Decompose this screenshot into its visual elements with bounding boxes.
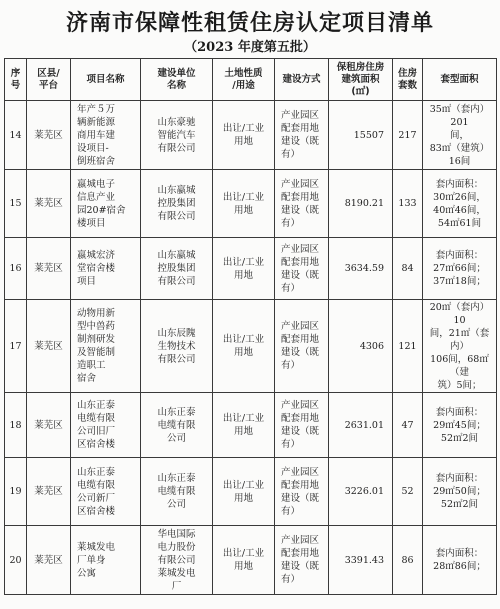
cell-method: 产业园区 配套用地 建设（既 有） [275,238,329,300]
cell-project: 动物用新 型中兽药 制剂研发 及智能制 造职工 宿舍 [71,300,141,393]
cell-project: 莱城发电 厂单身 公寓 [71,526,141,595]
cell-land: 出让/工业 用地 [213,526,275,595]
page-subtitle: （2023 年度第五批） [184,40,316,55]
cell-district: 莱芜区 [27,300,71,393]
project-table [4,58,497,595]
cell-types: 35㎡（套内）201 间， 83㎡（建筑） 16间 [423,101,497,170]
cell-unit: 山东嬴城 控股集团 有限公司 [141,170,213,238]
cell-units: 84 [393,238,423,300]
header-no: 序 号 [5,59,27,101]
header-area: 保租房住房 建筑面积 (㎡) [329,59,393,101]
cell-no: 17 [5,300,27,393]
header-district: 区县/ 平台 [27,59,71,101]
cell-district: 莱芜区 [27,458,71,526]
cell-units: 121 [393,300,423,393]
cell-area: 3634.59 [329,238,393,300]
cell-types: 套内面积： 29㎡50间； 52㎡2间 [423,458,497,526]
cell-units: 47 [393,393,423,458]
header-method: 建设方式 [275,59,329,101]
cell-no: 15 [5,170,27,238]
cell-no: 14 [5,101,27,170]
cell-method: 产业园区 配套用地 建设（既 有） [275,393,329,458]
cell-district: 莱芜区 [27,393,71,458]
header-types: 套型面积 [423,59,497,101]
cell-area: 3226.01 [329,458,393,526]
cell-land: 出让/工业 用地 [213,393,275,458]
header-project: 项目名称 [71,59,141,101]
table-row [5,238,497,300]
cell-area: 4306 [329,300,393,393]
page-title: 济南市保障性租赁住房认定项目清单 [65,11,434,36]
table-row [5,101,497,170]
cell-unit: 山东辰隗 生物技术 有限公司 [141,300,213,393]
cell-method: 产业园区 配套用地 建设（既 有） [275,101,329,170]
cell-area: 2631.01 [329,393,393,458]
header-unit: 建设单位 名称 [141,59,213,101]
table-row [5,526,497,595]
cell-no: 20 [5,526,27,595]
cell-types: 套内面积： 28㎡86间； [423,526,497,595]
cell-types: 20㎡（套内）10 间，21㎡（套内） 106间，68㎡（建 筑）5间； [423,300,497,393]
cell-area: 15507 [329,101,393,170]
cell-project: 山东正泰 电缆有限 公司新厂 区宿舍楼 [71,458,141,526]
table-header-row [5,59,497,101]
cell-district: 莱芜区 [27,170,71,238]
cell-no: 18 [5,393,27,458]
header-land: 土地性质 /用途 [213,59,275,101]
cell-method: 产业园区 配套用地 建设（既 有） [275,458,329,526]
cell-district: 莱芜区 [27,238,71,300]
table-row [5,393,497,458]
cell-land: 出让/工业 用地 [213,238,275,300]
cell-land: 出让/工业 用地 [213,300,275,393]
cell-types: 套内面积： 30㎡26间， 40㎡46间， 54㎡61间 [423,170,497,238]
cell-district: 莱芜区 [27,526,71,595]
cell-area: 3391.43 [329,526,393,595]
cell-unit: 山东正泰 电缆有限 公司 [141,393,213,458]
table-row [5,300,497,393]
cell-land: 出让/工业 用地 [213,170,275,238]
cell-unit: 山东嬴城 控股集团 有限公司 [141,238,213,300]
cell-unit: 华电国际 电力股份 有限公司 莱城发电 厂 [141,526,213,595]
cell-land: 出让/工业 用地 [213,101,275,170]
table-row [5,458,497,526]
cell-project: 山东正泰 电缆有限 公司旧厂 区宿舍楼 [71,393,141,458]
cell-method: 产业园区 配套用地 建设（既 有） [275,526,329,595]
cell-units: 52 [393,458,423,526]
table-row [5,170,497,238]
cell-no: 19 [5,458,27,526]
cell-land: 出让/工业 用地 [213,458,275,526]
cell-project: 嬴城宏济 堂宿舍楼 项目 [71,238,141,300]
cell-method: 产业园区 配套用地 建设（既 有） [275,170,329,238]
cell-unit: 山东豪驰 智能汽车 有限公司 [141,101,213,170]
cell-units: 86 [393,526,423,595]
cell-no: 16 [5,238,27,300]
cell-project: 年产５万 辆新能源 商用车建 设项目- 倒班宿舍 [71,101,141,170]
cell-district: 莱芜区 [27,101,71,170]
cell-units: 133 [393,170,423,238]
cell-area: 8190.21 [329,170,393,238]
header-units: 住房 套数 [393,59,423,101]
cell-method: 产业园区 配套用地 建设（既 有） [275,300,329,393]
cell-types: 套内面积： 29㎡45间； 52㎡2间 [423,393,497,458]
cell-types: 套内面积： 27㎡66间； 37㎡18间； [423,238,497,300]
cell-units: 217 [393,101,423,170]
cell-unit: 山东正泰 电缆有限 公司 [141,458,213,526]
cell-project: 嬴城电子 信息产业 园20#宿舍 楼项目 [71,170,141,238]
